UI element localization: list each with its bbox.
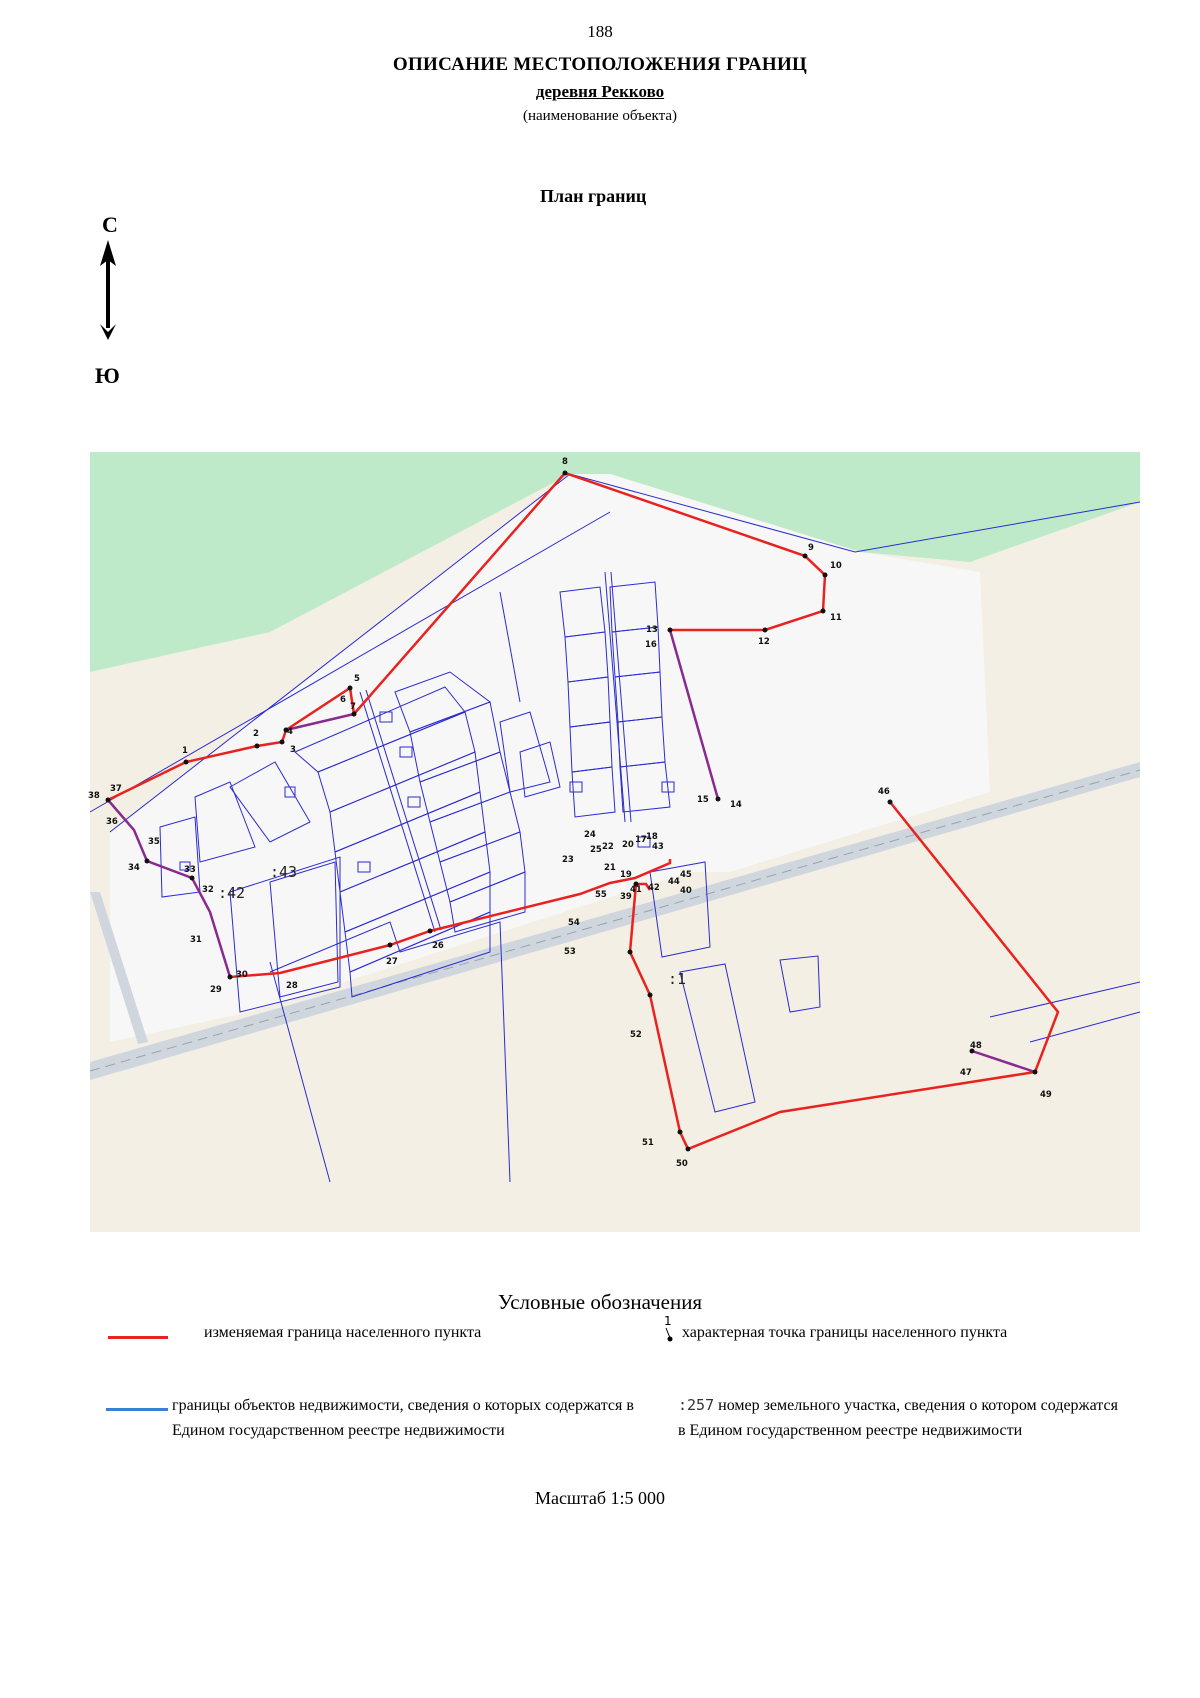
point-label: 29 <box>210 985 222 995</box>
point-label: 31 <box>190 935 202 945</box>
point-label: 12 <box>758 637 770 647</box>
legend-point-icon <box>660 1314 678 1344</box>
point-label: 18 <box>646 832 658 842</box>
point-label: 22 <box>602 842 614 852</box>
point-label: 6 <box>340 695 346 705</box>
legend-blue-line-sample <box>106 1408 168 1411</box>
north-label: С <box>102 212 118 237</box>
point-label: 46 <box>878 787 890 797</box>
point-label: 15 <box>697 795 709 805</box>
object-name: деревня Рекково <box>535 82 665 101</box>
boundary-plan-map <box>90 452 1140 1232</box>
point-label: 11 <box>830 613 842 623</box>
point-label: 28 <box>286 981 298 991</box>
legend-parcel-text <box>678 1393 1128 1443</box>
page-number: 188 <box>587 22 613 41</box>
point-label: 38 <box>88 791 100 801</box>
point-label: 41 <box>630 885 642 895</box>
point-label: 33 <box>184 865 196 875</box>
plan-title: План границ <box>540 186 647 206</box>
point-label: 10 <box>830 561 842 571</box>
point-label: 9 <box>808 543 814 553</box>
point-label: 5 <box>354 674 360 684</box>
point-label: 27 <box>386 957 398 967</box>
point-label: 20 <box>622 840 634 850</box>
point-label: 21 <box>604 863 616 873</box>
point-label: 32 <box>202 885 214 895</box>
point-label: 45 <box>680 870 692 880</box>
legend-red-line-sample <box>108 1336 168 1339</box>
point-label: 35 <box>148 837 160 847</box>
object-caption: (наименование объекта) <box>522 108 678 124</box>
legend-red-line-text: изменяемая граница населенного пункта <box>204 1324 482 1341</box>
point-label: 40 <box>680 886 692 896</box>
point-label: 2 <box>253 729 259 739</box>
point-label: 42 <box>648 883 660 893</box>
point-label: 3 <box>290 745 296 755</box>
map-scale: Масштаб 1:5 000 <box>534 1488 666 1508</box>
point-label: 51 <box>642 1138 654 1148</box>
point-label: 36 <box>106 817 118 827</box>
parcel-label: :42 <box>218 884 246 902</box>
point-label: 53 <box>564 947 576 957</box>
point-label: 30 <box>236 970 248 980</box>
point-label: 23 <box>562 855 574 865</box>
legend-point-icon-label: 1 <box>664 1314 672 1328</box>
point-label: 39 <box>620 892 632 902</box>
point-label: 34 <box>128 863 140 873</box>
point-label: 14 <box>730 800 742 810</box>
point-label: 47 <box>960 1068 972 1078</box>
point-label: 55 <box>595 890 607 900</box>
north-arrow-icon <box>95 240 121 352</box>
point-label: 16 <box>645 640 657 650</box>
point-label: 7 <box>350 702 356 712</box>
point-label: 13 <box>646 625 658 635</box>
point-label: 4 <box>287 727 293 737</box>
parcel-label: :43 <box>270 863 298 881</box>
point-label: 52 <box>630 1030 642 1040</box>
point-label: 43 <box>652 842 664 852</box>
point-label: 48 <box>970 1041 982 1051</box>
point-label: 8 <box>562 457 568 467</box>
parcel-label: :1 <box>668 970 687 988</box>
point-label: 26 <box>432 941 444 951</box>
point-label: 37 <box>110 784 122 794</box>
point-label: 49 <box>1040 1090 1052 1100</box>
point-label: 1 <box>182 746 188 756</box>
legend-point-text: характерная точка границы населенного пункта <box>682 1324 1008 1341</box>
legend-blue-line-text: границы объектов недвижимости, сведения о которых содержатся в Едином государственном реестре недвижимости <box>172 1397 634 1439</box>
point-label: 44 <box>668 877 680 887</box>
point-label: 17 <box>635 835 647 845</box>
point-label: 54 <box>568 918 580 928</box>
document-title: ОПИСАНИЕ МЕСТОПОЛОЖЕНИЯ ГРАНИЦ <box>392 54 808 75</box>
legend-parcel-description: номер земельного участка, сведения о котором содержатся в Едином государственном реестре недвижимости <box>678 1397 1118 1439</box>
point-label: 24 <box>584 830 596 840</box>
legend-parcel-code: :257 <box>678 1396 715 1414</box>
point-label: 50 <box>676 1159 688 1169</box>
point-label: 25 <box>590 845 602 855</box>
south-label: Ю <box>95 363 120 388</box>
legend-title: Условные обозначения <box>497 1290 703 1314</box>
point-label: 19 <box>620 870 632 880</box>
